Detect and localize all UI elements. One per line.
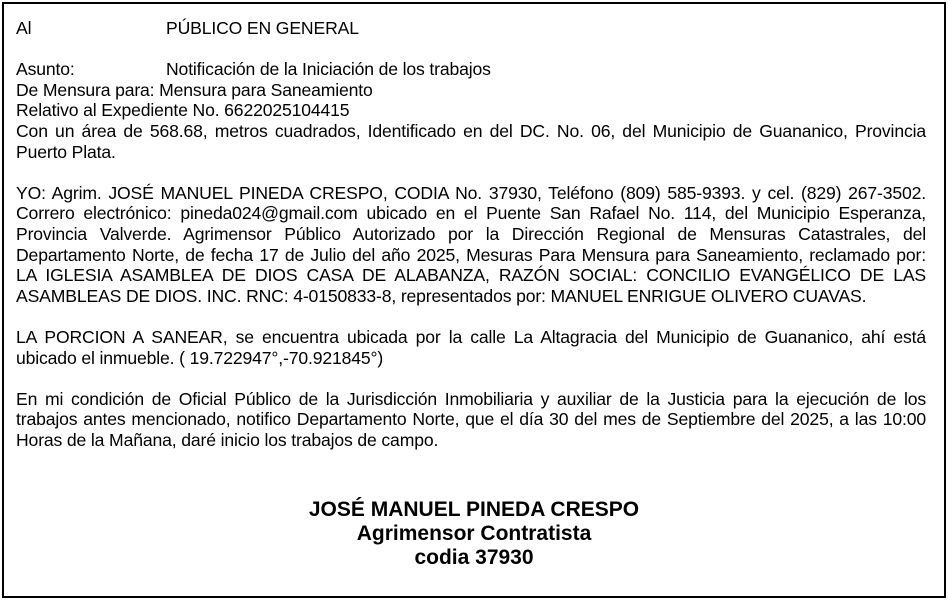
schedule-paragraph: En mi condición de Oficial Público de la Jurisdicción Inmobiliaria y auxiliar de la Justicia para la ejecución de los trabajos antes mencionado, notifico Departamento Norte, que el día 30 del mes de Septiembre del 2025, a las 10:00 Horas de la Mañana, daré inicio los trabajos de campo. — [16, 388, 926, 450]
surveyor-paragraph: YO: Agrim. JOSÉ MANUEL PINEDA CRESPO, CODIA No. 37930, Teléfono (809) 585-9393. y cel. (829) 267-3502. Correro electrónico: pineda024@gmail.com ubicado en el Puente San Rafael No. 114, del Municipio Esperanza, Provincia Valverde. Agrimensor Público Autorizado por la Dirección Regional de Mensuras Catastrales, del Departamento Norte, de fecha 17 de Julio del año 2025, Mesuras Para Mensura para Saneamiento, reclamado por: LA IGLESIA ASAMBLEA DE DIOS CASA DE ALABANZA, RAZÓN SOCIAL: CONCILIO EVANGÉLICO DE LAS ASAMBLEAS DE DIOS. INC. RNC: 4-0150833-8, representados por: MANUEL ENRIGUE OLIVERO CUAVAS. — [16, 182, 926, 306]
spacer — [16, 162, 926, 183]
file-number-line: Relativo al Expediente No. 6622025104415 — [16, 100, 350, 121]
signer-name: JOSÉ MANUEL PINEDA CRESPO — [308, 498, 640, 521]
subject-value: Notificación de la Iniciación de los trabajos — [166, 59, 491, 80]
area-description: Con un área de 568.68, metros cuadrados, Identificado en del DC. No. 06, del Municipio de Guananico, Provincia Puerto Plata. — [16, 120, 926, 162]
signature-block — [0, 498, 948, 570]
survey-type-line: De Mensura para: Mensura para Saneamiento — [16, 79, 373, 100]
notice-content — [16, 18, 926, 450]
recipient-row — [16, 18, 926, 39]
recipient-value: PÚBLICO EN GENERAL — [166, 18, 359, 38]
subject-label: Asunto: — [16, 59, 75, 80]
signer-title: Agrimensor Contratista — [356, 522, 592, 545]
recipient-label: Al — [16, 18, 32, 38]
signer-codia: codia 37930 — [414, 546, 534, 569]
location-paragraph: LA PORCION A SANEAR, se encuentra ubicada por la calle La Altagracia del Municipio de Guananico, ahí está ubicado el inmueble. ( 19.722947°,-70.921845°) — [16, 326, 926, 368]
spacer — [16, 306, 926, 327]
spacer — [16, 368, 926, 389]
spacer — [16, 39, 926, 60]
subject-row — [16, 59, 926, 80]
